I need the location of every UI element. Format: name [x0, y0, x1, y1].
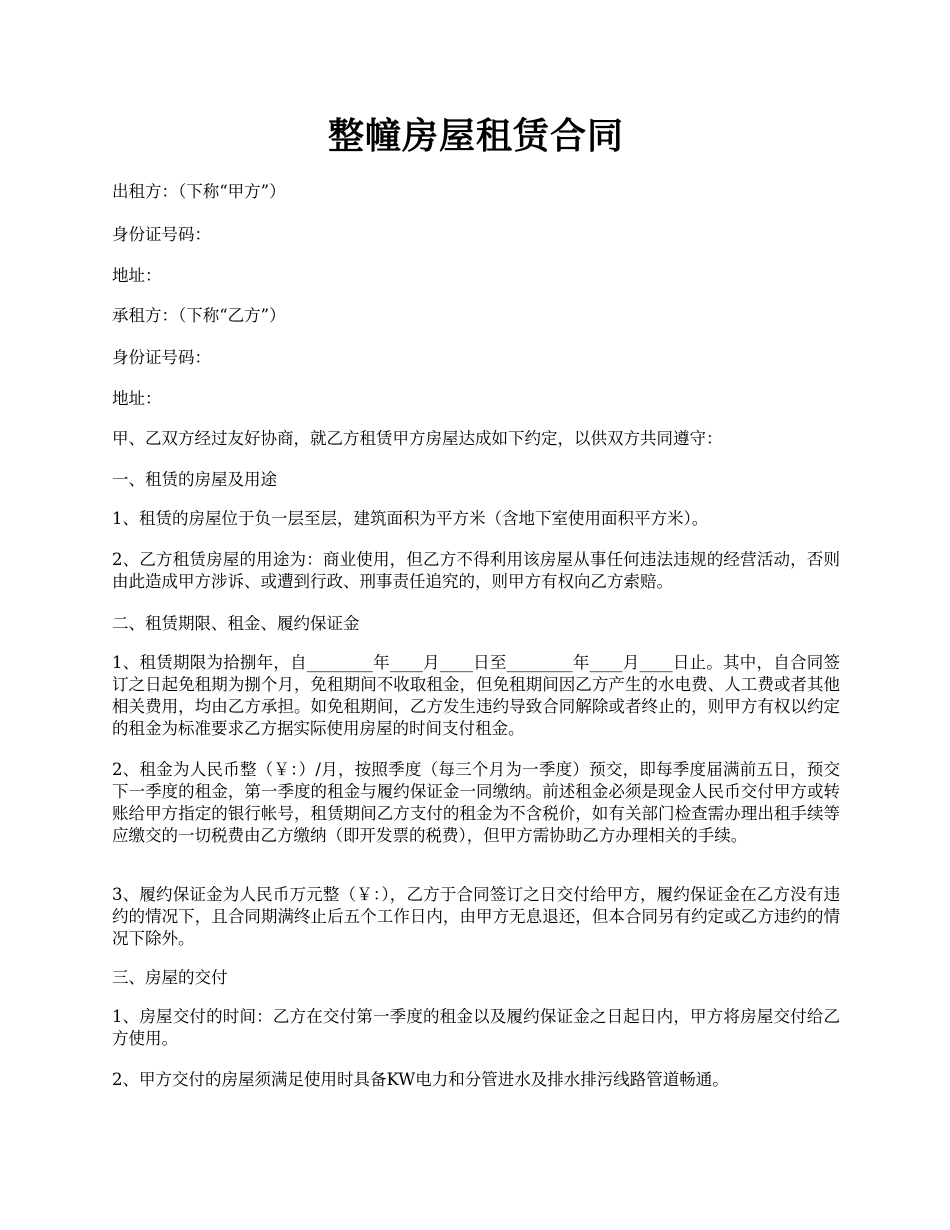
clause-3-1: 1、房屋交付的时间：乙方在交付第一季度的租金以及履约保证金之日起日内，甲方将房屋交付给乙方使用。 [112, 1007, 840, 1048]
clause-2-3: 3、履约保证金为人民币万元整（￥：），乙方于合同签订之日交付给甲方，履约保证金在乙方没有违约的情况下，且合同期满终止后五个工作日内，由甲方无息退还，但本合同另有约定或乙方违约的情况下除外。 [112, 885, 840, 948]
lessee-id-line: 身份证号码： [112, 348, 211, 367]
preamble-paragraph: 甲、乙双方经过友好协商，就乙方租赁甲方房屋达成如下约定，以供双方共同遵守： [112, 429, 723, 448]
section-heading-1: 一、租赁的房屋及用途 [112, 470, 277, 489]
section-heading-3: 三、房屋的交付 [112, 968, 228, 987]
clause-1-2: 2、乙方租赁房屋的用途为：商业使用，但乙方不得利用该房屋从事任何违法违规的经营活动，否则由此造成甲方涉诉、或遭到行政、刑事责任追究的，则甲方有权向乙方索赔。 [112, 550, 840, 591]
clause-1-1: 1、租赁的房屋位于负一层至层，建筑面积为平方米（含地下室使用面积平方米）。 [112, 509, 709, 528]
clause-2-1: 1、租赁期限为拾捌年，自________年____月____日至________年____月____日止。其中，自合同签订之日起免租期为捌个月，免租期间不收取租金，但免租期间因乙方产生的水电费、人工费或者其他相关费用，均由乙方承担。如免租期间，乙方发生违约导致合同解除或者终止的，则甲方有权以约定的租金为标准要求乙方据实际使用房屋的时间支付租金。 [112, 653, 840, 738]
lessor-line: 出租方：（下称“甲方”） [112, 182, 286, 201]
lessee-line: 承租方：（下称“乙方”） [112, 306, 286, 325]
lessor-address-line: 地址： [112, 266, 162, 285]
lessee-address-line: 地址： [112, 389, 162, 408]
lessor-id-line: 身份证号码： [112, 225, 211, 244]
section-heading-2: 二、租赁期限、租金、履约保证金 [112, 614, 360, 633]
clause-3-2: 2、甲方交付的房屋须满足使用时具备KW电力和分管进水及排水排污线路管道畅通。 [112, 1070, 729, 1089]
document-title: 整幢房屋租赁合同 [327, 115, 624, 157]
clause-2-2: 2、租金为人民币整（￥：）/月，按照季度（每三个月为一季度）预交，即每季度届满前五日，预交下一季度的租金，第一季度的租金与履约保证金一同缴纳。前述租金必须是现金人民币交付甲方或转账给甲方指定的银行帐号，租赁期间乙方支付的租金为不含税价，如有关部门检查需办理出租手续等应缴交的一切税费由乙方缴纳（即开发票的税费），但甲方需协助乙方办理相关的手续。 [112, 760, 840, 845]
